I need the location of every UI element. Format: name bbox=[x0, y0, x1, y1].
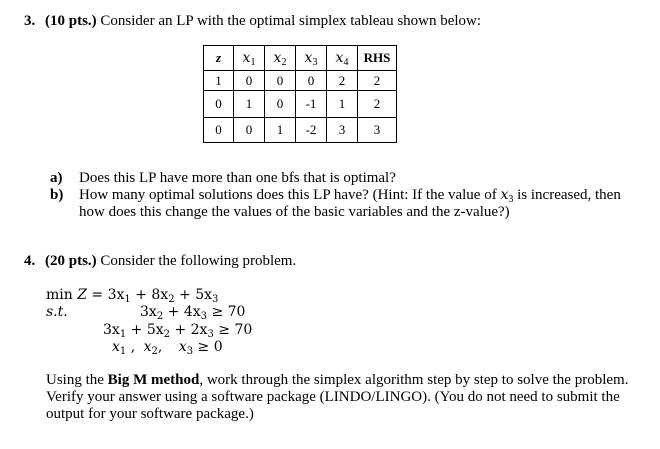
q3-part-a-label: a) bbox=[50, 170, 63, 186]
tableau-cell: -2 bbox=[296, 118, 327, 143]
tableau-cell: 0 bbox=[265, 91, 296, 118]
q3-part-a bbox=[50, 170, 396, 187]
q3-number: 3. bbox=[24, 13, 36, 29]
tableau-header-x4: $x_4$ bbox=[327, 46, 358, 71]
q4-nonnegativity: $x_1$ , $x_2$, $x_3 \ge 0$ bbox=[112, 339, 223, 357]
tableau-cell: 0 bbox=[234, 71, 265, 91]
tableau-cell: 1 bbox=[234, 91, 265, 118]
q4-paragraph-line1: Using the Big M method, work through the simplex algorithm step by step to solve the problem. bbox=[46, 372, 629, 388]
tableau-cell: 0 bbox=[296, 71, 327, 91]
tableau-cell: -1 bbox=[296, 91, 327, 118]
tableau-header-x3: $x_3$ bbox=[296, 46, 327, 71]
tableau-cell: 0 bbox=[234, 118, 265, 143]
q4-objective: $\min Z = 3x_1 + 8x_2 + 5x_3$ bbox=[46, 287, 219, 305]
q3-points: (10 pts.) bbox=[45, 13, 97, 29]
q3-part-b-line2: how does this change the values of the basic variables and the z-value?) bbox=[79, 204, 510, 220]
q3-part-b-line1: How many optimal solutions does this LP have? (Hint: If the value of $x_3$ is increased, then bbox=[79, 187, 621, 205]
tableau-header-rhs: RHS bbox=[358, 46, 397, 71]
tableau-row bbox=[204, 71, 397, 91]
tableau-cell: 3 bbox=[327, 118, 358, 143]
q4-constraint-2: $3x_1 + 5x_2 + 2x_3 \ge 70$ bbox=[103, 322, 253, 340]
tableau-cell: 3 bbox=[358, 118, 397, 143]
q4-paragraph-line2: Verify your answer using a software package (LINDO/LINGO). (You do not need to submit the bbox=[46, 389, 620, 405]
tableau-cell: 0 bbox=[265, 71, 296, 91]
tableau-header-x2: $x_2$ bbox=[265, 46, 296, 71]
tableau-row bbox=[204, 91, 397, 118]
q4-subject-to: s.t. bbox=[46, 304, 68, 320]
q4-intro: Consider the following problem. bbox=[100, 253, 297, 269]
tableau-cell: 1 bbox=[327, 91, 358, 118]
q3-part-b bbox=[50, 187, 621, 205]
q4-header bbox=[24, 253, 296, 270]
tableau-cell: 0 bbox=[204, 91, 234, 118]
tableau-header-x1: $x_1$ bbox=[234, 46, 265, 71]
q4-points: (20 pts.) bbox=[45, 253, 97, 269]
q3-part-b-label: b) bbox=[50, 187, 64, 203]
tableau-cell: 1 bbox=[265, 118, 296, 143]
tableau-cell: 2 bbox=[327, 71, 358, 91]
q3-header bbox=[24, 13, 481, 30]
q4-constraint-1: $3x_2 + 4x_3 \ge 70$ bbox=[140, 304, 246, 322]
tableau-cell: 2 bbox=[358, 91, 397, 118]
tableau-cell: 2 bbox=[358, 71, 397, 91]
tableau-header-z: z bbox=[204, 46, 234, 71]
tableau-row bbox=[204, 118, 397, 143]
q4-number: 4. bbox=[24, 253, 36, 269]
q3-intro: Consider an LP with the optimal simplex tableau shown below: bbox=[100, 13, 482, 29]
simplex-tableau bbox=[203, 45, 397, 143]
tableau-header-row bbox=[204, 46, 397, 71]
q4-paragraph-line3: output for your software package.) bbox=[46, 406, 254, 422]
q3-part-a-text: Does this LP have more than one bfs that is optimal? bbox=[79, 170, 396, 186]
tableau-cell: 1 bbox=[204, 71, 234, 91]
tableau-cell: 0 bbox=[204, 118, 234, 143]
